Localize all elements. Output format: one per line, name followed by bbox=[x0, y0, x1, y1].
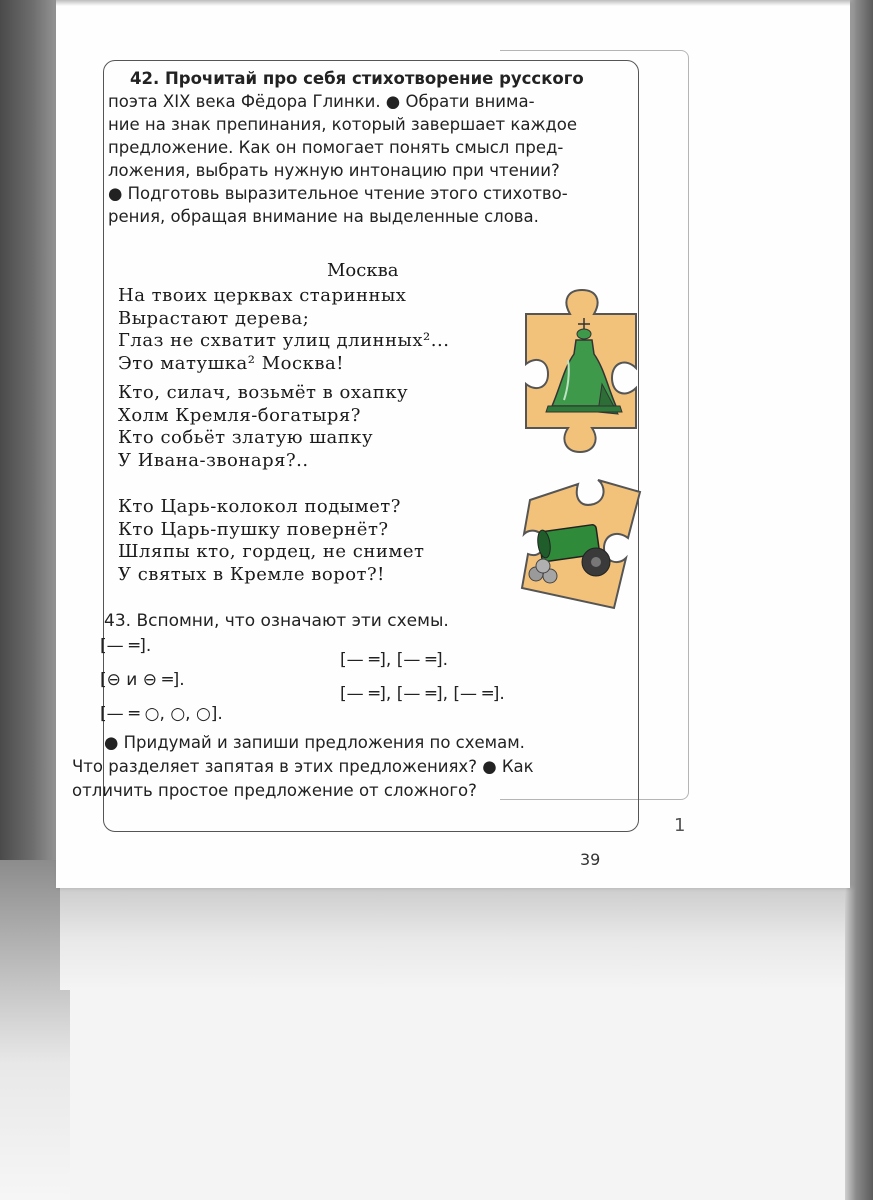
task-42-line-7: рения, обращая внимание на выделенные слова. bbox=[108, 207, 539, 226]
scheme-right-1: [— ═], [— ═]. bbox=[340, 650, 449, 670]
poem-line: У святых в Кремле ворот?! bbox=[118, 563, 385, 585]
poem-stanza-3 bbox=[118, 496, 424, 586]
poem-line: Кто собьёт златую шапку bbox=[118, 427, 374, 448]
task-42-line-3: ние на знак препинания, который завершает каждое bbox=[108, 115, 577, 134]
poem-stanza-1 bbox=[118, 285, 449, 375]
task-43-heading: 43. Вспомни, что означают эти схемы. bbox=[104, 611, 449, 631]
task-43-footer-1: ● Придумай и запиши предложения по схемам. bbox=[104, 733, 525, 752]
task-43-footer-2: Что разделяет запятая в этих предложениях? ● Как bbox=[72, 757, 534, 776]
scheme-left-2: [⊖ и ⊖ ═]. bbox=[100, 670, 185, 690]
page-top-edge bbox=[56, 0, 850, 6]
task-43-footer-3: отличить простое предложение от сложного? bbox=[72, 781, 477, 800]
poem-line: У Ивана-звонаря?.. bbox=[118, 449, 309, 471]
poem-title: Москва bbox=[327, 260, 399, 281]
scheme-left-1: [— ═]. bbox=[100, 636, 152, 656]
poem-line: Глаз не схватит улиц длинных²... bbox=[118, 330, 450, 351]
poem-line: Шляпы кто, гордец, не снимет bbox=[118, 541, 425, 562]
poem-line: Вырастают дерева; bbox=[118, 307, 310, 329]
cannon-puzzle-image bbox=[500, 478, 650, 614]
poem-line: На твоих церквах старинных bbox=[118, 285, 407, 306]
task-42-line-1 bbox=[130, 68, 584, 90]
task-42-line-5: ложения, выбрать нужную интонацию при чтении? bbox=[108, 161, 560, 180]
poem-line: Кто Царь-пушку повернёт? bbox=[118, 518, 389, 540]
underlying-page-fragment: 1 bbox=[674, 815, 686, 836]
page-bottom-shadow bbox=[60, 880, 845, 990]
task-42-line-6: ● Подготовь выразительное чтение этого стихотво- bbox=[108, 184, 568, 203]
task-42-line-4: предложение. Как он помогает понять смысл пред- bbox=[108, 138, 564, 157]
poem-stanza-2 bbox=[118, 382, 408, 472]
page-number: 39 bbox=[580, 850, 601, 869]
bell-puzzle-image bbox=[518, 288, 646, 456]
poem-line: Кто Царь-колокол подымет? bbox=[118, 496, 401, 517]
poem-line: Кто, силач, возьмёт в охапку bbox=[118, 382, 409, 403]
poem-line: Холм Кремля-богатыря? bbox=[118, 404, 361, 426]
scheme-right-2: [— ═], [— ═], [— ═]. bbox=[340, 684, 505, 704]
scheme-left-3: [— ═ ○, ○, ○]. bbox=[100, 704, 223, 724]
task-42-line-2: поэта XIX века Фёдора Глинки. ● Обрати внима- bbox=[108, 92, 535, 111]
poem-line: Это матушка² Москва! bbox=[118, 352, 344, 374]
task-42-text-1: 42. Прочитай про себя стихотворение русского bbox=[130, 69, 584, 88]
binding-shadow-left bbox=[0, 0, 60, 900]
